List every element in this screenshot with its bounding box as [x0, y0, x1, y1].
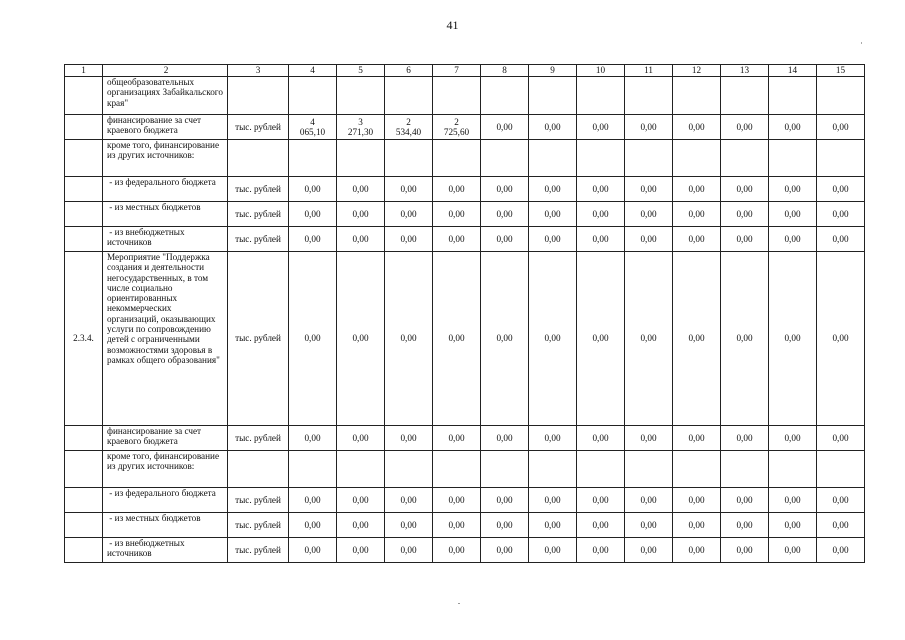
- value-cell: 0,00: [769, 426, 817, 451]
- value-cell: 0,00: [625, 252, 673, 426]
- value-cell: 0,00: [577, 538, 625, 563]
- row-unit-cell: [228, 451, 289, 488]
- value-cell: 0,00: [289, 177, 337, 202]
- table-row: [65, 177, 865, 202]
- value-cell: 0,00: [673, 488, 721, 513]
- row-unit-cell: тыс. рублей: [228, 115, 289, 140]
- value-cell: [385, 140, 433, 177]
- value-cell: [577, 77, 625, 115]
- header-cell: 3: [228, 65, 289, 77]
- value-cell: 0,00: [529, 252, 577, 426]
- value-cell: [625, 451, 673, 488]
- value-cell: 0,00: [721, 513, 769, 538]
- value-cell: 0,00: [817, 227, 865, 252]
- value-cell: 0,00: [673, 513, 721, 538]
- value-cell: [817, 451, 865, 488]
- value-cell: 0,00: [625, 513, 673, 538]
- row-unit-cell: тыс. рублей: [228, 488, 289, 513]
- row-number-cell: [65, 202, 103, 227]
- value-cell: 0,00: [433, 538, 481, 563]
- value-cell: 0,00: [577, 513, 625, 538]
- value-cell: 0,00: [625, 488, 673, 513]
- value-cell: [769, 77, 817, 115]
- row-name-cell: кроме того, финансирование из других источников:: [103, 451, 228, 488]
- row-number-cell: [65, 177, 103, 202]
- value-cell: 0,00: [721, 252, 769, 426]
- header-cell: 6: [385, 65, 433, 77]
- row-number-cell: [65, 227, 103, 252]
- value-cell: [337, 77, 385, 115]
- value-cell: 0,00: [529, 488, 577, 513]
- value-cell: 0,00: [721, 488, 769, 513]
- value-cell: 0,00: [385, 488, 433, 513]
- value-cell: 0,00: [481, 513, 529, 538]
- value-cell: 0,00: [625, 202, 673, 227]
- value-cell: 0,00: [577, 488, 625, 513]
- value-cell: 0,00: [769, 115, 817, 140]
- value-cell: 0,00: [673, 202, 721, 227]
- value-cell: 0,00: [769, 202, 817, 227]
- row-unit-cell: тыс. рублей: [228, 177, 289, 202]
- table-body: [65, 65, 865, 563]
- value-cell: 0,00: [817, 202, 865, 227]
- row-number-cell: [65, 488, 103, 513]
- row-name-cell: Мероприятие "Поддержка создания и деятельности негосударственных, в том числе социально ориентированных некоммерческих организаций, оказывающих услуги по сопровождению детей с ограниченными возможностями здоровья в рамках общего образования": [103, 252, 228, 426]
- value-cell: 0,00: [289, 202, 337, 227]
- header-cell: 12: [673, 65, 721, 77]
- value-cell: [817, 77, 865, 115]
- value-cell: [433, 451, 481, 488]
- scan-speck: [458, 603, 460, 604]
- value-cell: [673, 140, 721, 177]
- value-cell: 0,00: [721, 426, 769, 451]
- value-cell: 0,00: [817, 426, 865, 451]
- table-row: [65, 140, 865, 177]
- scan-speck: [861, 42, 862, 44]
- row-number-cell: [65, 538, 103, 563]
- value-cell: 0,00: [433, 252, 481, 426]
- value-cell: 0,00: [769, 252, 817, 426]
- value-cell: 0,00: [289, 513, 337, 538]
- row-name-cell: финансирование за счет краевого бюджета: [103, 426, 228, 451]
- value-cell: 0,00: [529, 202, 577, 227]
- row-unit-cell: [228, 77, 289, 115]
- row-number-cell: [65, 451, 103, 488]
- value-cell: 0,00: [769, 177, 817, 202]
- row-unit-cell: [228, 140, 289, 177]
- value-cell: [337, 451, 385, 488]
- row-name-cell: - из местных бюджетов: [103, 202, 228, 227]
- value-cell: 0,00: [577, 202, 625, 227]
- table-row: [65, 538, 865, 563]
- value-cell: 0,00: [817, 252, 865, 426]
- value-cell: [721, 451, 769, 488]
- value-cell: [289, 451, 337, 488]
- value-cell: [721, 140, 769, 177]
- value-cell: 0,00: [529, 177, 577, 202]
- header-cell: 15: [817, 65, 865, 77]
- header-cell: 9: [529, 65, 577, 77]
- value-cell: 0,00: [433, 177, 481, 202]
- value-cell: 0,00: [481, 426, 529, 451]
- value-cell: 0,00: [529, 513, 577, 538]
- table-row: [65, 426, 865, 451]
- value-cell: 0,00: [625, 227, 673, 252]
- value-cell: 2 725,60: [433, 115, 481, 140]
- table-row: [65, 488, 865, 513]
- value-cell: [625, 140, 673, 177]
- value-cell: 0,00: [337, 513, 385, 538]
- value-cell: 0,00: [337, 202, 385, 227]
- value-cell: 0,00: [529, 227, 577, 252]
- table-row: [65, 77, 865, 115]
- row-unit-cell: тыс. рублей: [228, 202, 289, 227]
- value-cell: 0,00: [433, 513, 481, 538]
- value-cell: [433, 77, 481, 115]
- value-cell: 0,00: [673, 426, 721, 451]
- value-cell: [673, 451, 721, 488]
- value-cell: [481, 451, 529, 488]
- value-cell: 0,00: [625, 115, 673, 140]
- value-cell: 0,00: [817, 488, 865, 513]
- table-row: [65, 115, 865, 140]
- row-number-cell: [65, 140, 103, 177]
- value-cell: 3 271,30: [337, 115, 385, 140]
- value-cell: [769, 140, 817, 177]
- row-number-cell: 2.3.4.: [65, 252, 103, 426]
- value-cell: 0,00: [721, 538, 769, 563]
- row-name-cell: - из федерального бюджета: [103, 488, 228, 513]
- row-unit-cell: тыс. рублей: [228, 538, 289, 563]
- row-name-cell: - из внебюджетных источников: [103, 538, 228, 563]
- value-cell: 0,00: [673, 227, 721, 252]
- header-cell: 10: [577, 65, 625, 77]
- header-cell: 1: [65, 65, 103, 77]
- value-cell: [529, 77, 577, 115]
- header-cell: 11: [625, 65, 673, 77]
- row-unit-cell: тыс. рублей: [228, 227, 289, 252]
- value-cell: 0,00: [385, 177, 433, 202]
- value-cell: 0,00: [769, 538, 817, 563]
- value-cell: 0,00: [337, 252, 385, 426]
- row-name-cell: общеобразовательных организациях Забайкальского края": [103, 77, 228, 115]
- header-cell: 4: [289, 65, 337, 77]
- value-cell: [385, 451, 433, 488]
- value-cell: 0,00: [817, 177, 865, 202]
- value-cell: [481, 140, 529, 177]
- value-cell: 0,00: [577, 426, 625, 451]
- value-cell: 0,00: [577, 227, 625, 252]
- value-cell: 0,00: [577, 252, 625, 426]
- header-cell: 2: [103, 65, 228, 77]
- row-name-cell: - из местных бюджетов: [103, 513, 228, 538]
- value-cell: 0,00: [481, 177, 529, 202]
- table-row: [65, 202, 865, 227]
- value-cell: 0,00: [481, 202, 529, 227]
- value-cell: 0,00: [385, 538, 433, 563]
- value-cell: 0,00: [481, 488, 529, 513]
- table-header-row: [65, 65, 865, 77]
- value-cell: [289, 77, 337, 115]
- value-cell: [433, 140, 481, 177]
- value-cell: [385, 77, 433, 115]
- value-cell: [289, 140, 337, 177]
- value-cell: [577, 451, 625, 488]
- value-cell: 0,00: [433, 426, 481, 451]
- value-cell: 0,00: [433, 488, 481, 513]
- value-cell: 0,00: [337, 177, 385, 202]
- page-number: 41: [446, 18, 459, 32]
- value-cell: 0,00: [289, 488, 337, 513]
- value-cell: 0,00: [817, 115, 865, 140]
- row-name-cell: - из внебюджетных источников: [103, 227, 228, 252]
- value-cell: [529, 140, 577, 177]
- table-row: [65, 227, 865, 252]
- value-cell: [673, 77, 721, 115]
- row-unit-cell: тыс. рублей: [228, 426, 289, 451]
- value-cell: [817, 140, 865, 177]
- value-cell: 0,00: [721, 202, 769, 227]
- table-row: [65, 252, 865, 426]
- value-cell: 0,00: [625, 426, 673, 451]
- row-unit-cell: тыс. рублей: [228, 252, 289, 426]
- value-cell: 0,00: [337, 538, 385, 563]
- row-number-cell: [65, 77, 103, 115]
- value-cell: 0,00: [625, 538, 673, 563]
- value-cell: [577, 140, 625, 177]
- value-cell: 4 065,10: [289, 115, 337, 140]
- value-cell: 0,00: [433, 202, 481, 227]
- value-cell: [625, 77, 673, 115]
- budget-table: [64, 64, 865, 563]
- value-cell: 0,00: [769, 513, 817, 538]
- header-cell: 8: [481, 65, 529, 77]
- header-cell: 13: [721, 65, 769, 77]
- value-cell: [337, 140, 385, 177]
- value-cell: 0,00: [481, 115, 529, 140]
- value-cell: 0,00: [529, 115, 577, 140]
- value-cell: 0,00: [529, 426, 577, 451]
- table-row: [65, 451, 865, 488]
- value-cell: 0,00: [337, 227, 385, 252]
- value-cell: 0,00: [721, 115, 769, 140]
- value-cell: 0,00: [385, 252, 433, 426]
- value-cell: [481, 77, 529, 115]
- value-cell: [529, 451, 577, 488]
- row-number-cell: [65, 426, 103, 451]
- value-cell: [769, 451, 817, 488]
- value-cell: 0,00: [289, 426, 337, 451]
- row-number-cell: [65, 115, 103, 140]
- value-cell: 0,00: [529, 538, 577, 563]
- value-cell: 0,00: [769, 488, 817, 513]
- value-cell: 0,00: [577, 115, 625, 140]
- value-cell: 0,00: [289, 227, 337, 252]
- value-cell: 0,00: [385, 202, 433, 227]
- row-name-cell: кроме того, финансирование из других источников:: [103, 140, 228, 177]
- value-cell: 0,00: [385, 426, 433, 451]
- row-unit-cell: тыс. рублей: [228, 513, 289, 538]
- header-cell: 7: [433, 65, 481, 77]
- value-cell: 0,00: [817, 513, 865, 538]
- row-number-cell: [65, 513, 103, 538]
- value-cell: 0,00: [337, 488, 385, 513]
- value-cell: 0,00: [289, 538, 337, 563]
- header-cell: 14: [769, 65, 817, 77]
- value-cell: 0,00: [673, 252, 721, 426]
- value-cell: 0,00: [481, 227, 529, 252]
- value-cell: 0,00: [673, 538, 721, 563]
- value-cell: 0,00: [673, 177, 721, 202]
- value-cell: 0,00: [673, 115, 721, 140]
- row-name-cell: - из федерального бюджета: [103, 177, 228, 202]
- value-cell: 0,00: [385, 513, 433, 538]
- header-cell: 5: [337, 65, 385, 77]
- table-row: [65, 513, 865, 538]
- value-cell: 0,00: [481, 538, 529, 563]
- value-cell: 0,00: [481, 252, 529, 426]
- value-cell: 0,00: [625, 177, 673, 202]
- value-cell: 0,00: [577, 177, 625, 202]
- value-cell: 0,00: [817, 538, 865, 563]
- value-cell: 0,00: [721, 227, 769, 252]
- value-cell: 0,00: [337, 426, 385, 451]
- value-cell: 0,00: [769, 227, 817, 252]
- value-cell: [721, 77, 769, 115]
- value-cell: 0,00: [385, 227, 433, 252]
- value-cell: 2 534,40: [385, 115, 433, 140]
- value-cell: 0,00: [721, 177, 769, 202]
- value-cell: 0,00: [433, 227, 481, 252]
- row-name-cell: финансирование за счет краевого бюджета: [103, 115, 228, 140]
- value-cell: 0,00: [289, 252, 337, 426]
